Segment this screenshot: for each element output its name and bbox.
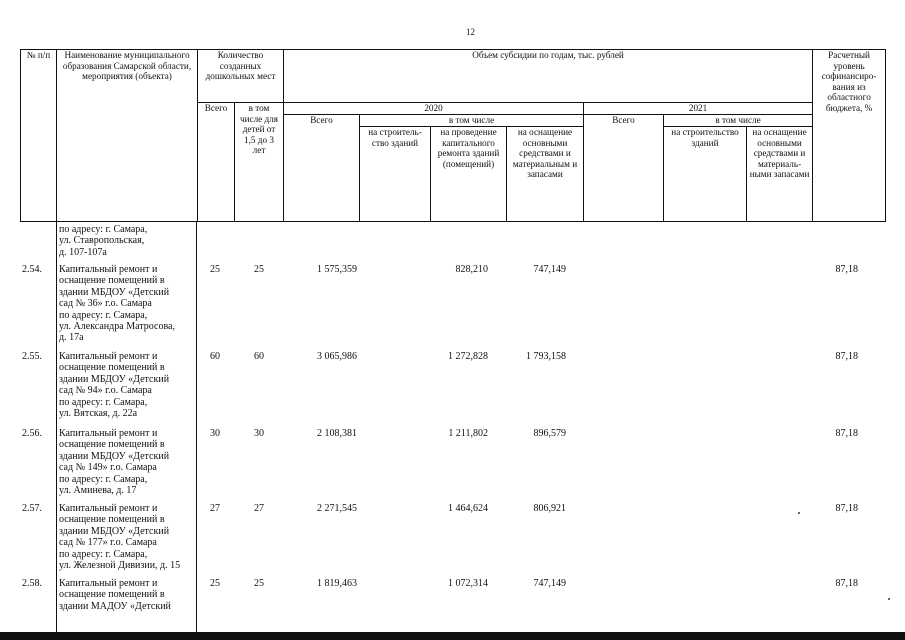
scan-speck [798, 512, 800, 514]
header-2020-construct: на строитель-ство зданий [360, 127, 431, 222]
repair-2020: 1 272,828 [448, 351, 488, 362]
header-2021-construct: на строительство зданий [664, 127, 747, 222]
header-2020-equip: на оснащение основными средствами и материальным и запасами [507, 127, 584, 222]
places-under3: 60 [254, 351, 264, 362]
repair-2020: 1 072,314 [448, 578, 488, 589]
header-2020-repair: на проведение капитального ремонта зданий (помещений) [431, 127, 507, 222]
repair-2020: 1 211,802 [448, 428, 488, 439]
equip-2020: 896,579 [533, 428, 566, 439]
header-places: Количество созданных дошкольных мест [198, 50, 284, 103]
header-2020-total: Всего [284, 115, 360, 222]
table-header [20, 49, 886, 222]
total-2020: 1 575,359 [317, 264, 357, 275]
header-name: Наименование муниципального образования Самарской области, мероприятия (объекта) [57, 50, 198, 222]
header-2021-equip: на оснащение основными средствами и материаль-ными запасами [747, 127, 813, 222]
places-total: 60 [210, 351, 220, 362]
places-under3: 27 [254, 503, 264, 514]
row-name: по адресу: г. Самара, ул. Ставропольская, д. 107-107а [59, 224, 148, 258]
header-places-under3: в том числе для детей от 1,5 до 3 лет [235, 103, 284, 222]
header-rate: Расчетный уровень софинансиро-вания из областного бюджета, % [813, 50, 886, 222]
divider [56, 222, 57, 639]
header-2020-incl: в том числе [360, 115, 584, 127]
row-name: Капитальный ремонт и оснащение помещений в здании МБДОУ «Детский сад № 94» г.о. Самара по адресу: г. Самара, ул. Вятская, д. 22а [59, 351, 170, 420]
rate: 87,18 [835, 503, 858, 514]
header-2021-total: Всего [584, 115, 664, 222]
row-name: Капитальный ремонт и оснащение помещений в здании МАДОУ «Детский [59, 578, 171, 612]
row-name: Капитальный ремонт и оснащение помещений в здании МБДОУ «Детский сад № 177» г.о. Самара по адресу: г. Самара, ул. Железной Дивизии, д. 15 [59, 503, 181, 572]
equip-2020: 1 793,158 [526, 351, 566, 362]
page-number: 12 [466, 27, 475, 37]
divider [196, 222, 197, 639]
equip-2020: 747,149 [533, 578, 566, 589]
row-number: 2.56. [22, 428, 42, 439]
scan-speck [888, 598, 890, 600]
row-number: 2.54. [22, 264, 42, 275]
repair-2020: 1 464,624 [448, 503, 488, 514]
header-subsidy: Объем субсидии по годам, тыс. рублей [284, 50, 813, 103]
row-name: Капитальный ремонт и оснащение помещений в здании МБДОУ «Детский сад № 149» г.о. Самара по адресу: г. Самара, ул. Аминева, д. 17 [59, 428, 170, 497]
total-2020: 3 065,986 [317, 351, 357, 362]
header-year-2020: 2020 [284, 103, 584, 115]
places-total: 25 [210, 578, 220, 589]
places-under3: 25 [254, 578, 264, 589]
rate: 87,18 [835, 264, 858, 275]
header-2021-incl: в том числе [664, 115, 813, 127]
places-under3: 25 [254, 264, 264, 275]
places-under3: 30 [254, 428, 264, 439]
scan-edge-bar [0, 632, 905, 640]
header-year-2021: 2021 [584, 103, 813, 115]
rate: 87,18 [835, 428, 858, 439]
row-number: 2.55. [22, 351, 42, 362]
repair-2020: 828,210 [455, 264, 488, 275]
header-num: № п/п [21, 50, 57, 222]
row-number: 2.57. [22, 503, 42, 514]
equip-2020: 747,149 [533, 264, 566, 275]
rate: 87,18 [835, 351, 858, 362]
places-total: 30 [210, 428, 220, 439]
row-number: 2.58. [22, 578, 42, 589]
row-name: Капитальный ремонт и оснащение помещений в здании МБДОУ «Детский сад № 36» г.о. Самара по адресу: г. Самара, ул. Александра Матросова, д. 17а [59, 264, 175, 344]
places-total: 25 [210, 264, 220, 275]
total-2020: 2 108,381 [317, 428, 357, 439]
total-2020: 1 819,463 [317, 578, 357, 589]
rate: 87,18 [835, 578, 858, 589]
total-2020: 2 271,545 [317, 503, 357, 514]
header-places-total: Всего [198, 103, 235, 222]
equip-2020: 806,921 [533, 503, 566, 514]
places-total: 27 [210, 503, 220, 514]
